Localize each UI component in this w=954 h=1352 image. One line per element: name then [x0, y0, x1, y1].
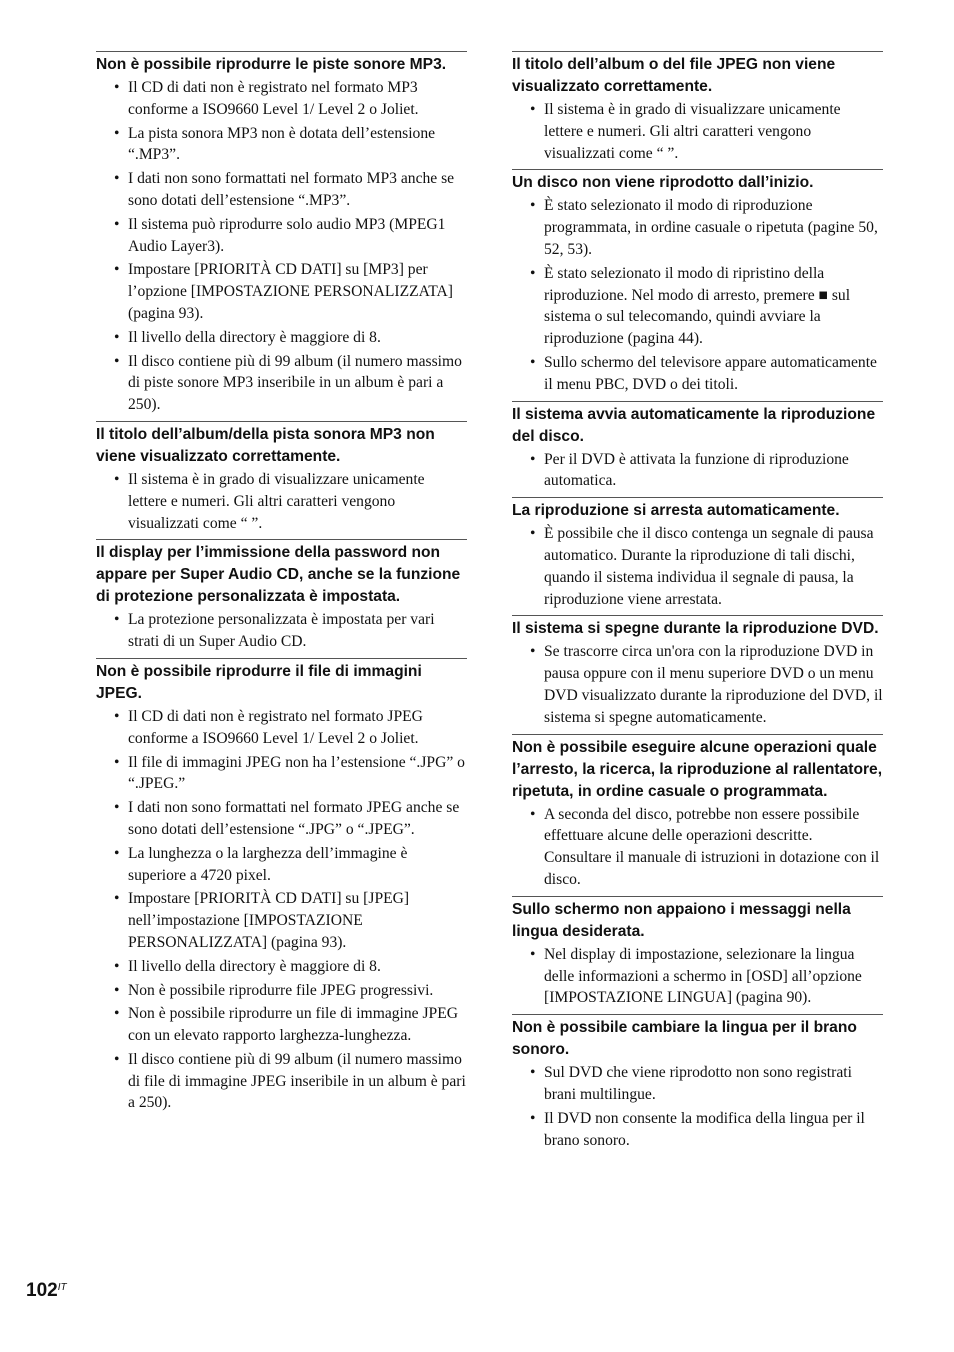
bullet-item: • Il sistema è in grado di visualizzare unicamente lettere e numeri. Gli altri caratteri vengono visualizzati come “ ”. [96, 469, 467, 534]
troubleshooting-section [512, 169, 883, 395]
bullet-list [512, 641, 883, 728]
bullet-item: • Il CD di dati non è registrato nel formato JPEG conforme a ISO9660 Level 1/ Level 2 o Joliet. [96, 706, 467, 750]
troubleshooting-section [96, 539, 467, 653]
bullet-list [96, 77, 467, 416]
section-heading: La riproduzione si arresta automaticamente. [512, 502, 840, 520]
bullet-list [96, 609, 467, 653]
page-number-value: 102 [26, 1280, 58, 1301]
bullet-item: • La pista sonora MP3 non è dotata dell’estensione “.MP3”. [96, 123, 467, 167]
section-heading: Il titolo dell’album/della pista sonora MP3 non viene visualizzato correttamente. [96, 425, 435, 465]
troubleshooting-section [512, 401, 883, 493]
bullet-item: • Nel display di impostazione, selezionare la lingua delle informazioni a schermo in [OSD] all’opzione [IMPOSTAZIONE LINGUA] (pagina 90). [512, 944, 883, 1009]
page-number [26, 1280, 67, 1302]
bullet-item: • I dati non sono formattati nel formato MP3 anche se sono dotati dell’estensione “.MP3”. [96, 168, 467, 212]
troubleshooting-section [512, 896, 883, 1009]
bullet-item: • Il livello della directory è maggiore di 8. [96, 327, 467, 349]
bullet-list [512, 523, 883, 610]
bullet-item: • Il disco contiene più di 99 album (il numero massimo di piste sonore MP3 inseribile in un album è pari a 250). [96, 351, 467, 416]
troubleshooting-section [96, 421, 467, 534]
bullet-item: • È possibile che il disco contenga un segnale di pausa automatico. Durante la riproduzione di tali dischi, quando il sistema individua il segnale di pausa, la riproduzione viene arrestata. [512, 523, 883, 610]
bullet-list [512, 1062, 883, 1151]
bullet-item: • Non è possibile riprodurre un file di immagine JPEG con un elevato rapporto larghezza-lunghezza. [96, 1003, 467, 1047]
bullet-item: • Il file di immagini JPEG non ha l’estensione “.JPG” o “.JPEG.” [96, 752, 467, 796]
bullet-item: • Non è possibile riprodurre file JPEG progressivi. [96, 980, 467, 1002]
troubleshooting-section [512, 51, 883, 164]
bullet-item: • La lunghezza o la larghezza dell’immagine è superiore a 4720 pixel. [96, 843, 467, 887]
section-heading: Il titolo dell’album o del file JPEG non viene visualizzato correttamente. [512, 56, 836, 95]
troubleshooting-section [512, 497, 883, 610]
bullet-list [512, 944, 883, 1009]
bullet-item: • Il DVD non consente la modifica della lingua per il brano sonoro. [512, 1108, 883, 1152]
bullet-list [512, 99, 883, 164]
bullet-item: • Se trascorre circa un'ora con la riproduzione DVD in pausa oppure con il menu superiore DVD o un menu DVD visualizzato durante la riproduzione del DVD, il sistema si spegne automaticamente. [512, 641, 883, 728]
bullet-item: • Il disco contiene più di 99 album (il numero massimo di file di immagine JPEG inseribile in un album è pari a 250). [96, 1049, 467, 1114]
troubleshooting-section [512, 1014, 883, 1151]
bullet-item: • Il sistema è in grado di visualizzare unicamente lettere e numeri. Gli altri caratteri vengono visualizzati come “ ”. [512, 99, 883, 164]
section-heading: Non è possibile riprodurre le piste sonore MP3. [96, 56, 447, 73]
section-heading: Il sistema si spegne durante la riproduzione DVD. [512, 620, 879, 638]
bullet-item: • I dati non sono formattati nel formato JPEG anche se sono dotati dell’estensione “.JPG” o “.JPEG”. [96, 797, 467, 841]
bullet-item: • Il CD di dati non è registrato nel formato MP3 conforme a ISO9660 Level 1/ Level 2 o Joliet. [96, 77, 467, 121]
bullet-item: • Sullo schermo del televisore appare automaticamente il menu PBC, DVD o dei titoli. [512, 352, 883, 396]
bullet-item: • È stato selezionato il modo di ripristino della riproduzione. Nel modo di arresto, premere ■ sul sistema o sul telecomando, quindi avviare la riproduzione (pagina 44). [512, 263, 883, 350]
troubleshooting-section [512, 615, 883, 728]
section-heading: Il display per l’immissione della password non appare per Super Audio CD, anche se la funzione di protezione personalizzata è impostata. [96, 544, 461, 606]
bullet-list [96, 469, 467, 534]
section-heading: Sullo schermo non appaiono i messaggi nella lingua desiderata. [512, 900, 851, 940]
left-column [96, 51, 467, 1119]
bullet-item: • Il livello della directory è maggiore di 8. [96, 956, 467, 978]
language-code: IT [57, 1282, 67, 1293]
bullet-item: • A seconda del disco, potrebbe non essere possibile effettuare alcune delle operazioni descritte. Consultare il manuale di istruzioni in dotazione con il disco. [512, 804, 883, 891]
section-heading: Non è possibile eseguire alcune operazioni quale l’arresto, la ricerca, la riproduzione al rallentatore, ripetuta, in ordine casuale o programmata. [512, 738, 883, 800]
troubleshooting-section [96, 51, 467, 416]
bullet-item: • Il sistema può riprodurre solo audio MP3 (MPEG1 Audio Layer3). [96, 214, 467, 258]
bullet-list [512, 195, 883, 395]
section-heading: Non è possibile riprodurre il file di immagini JPEG. [96, 662, 422, 702]
bullet-item: • La protezione personalizzata è impostata per vari strati di un Super Audio CD. [96, 609, 467, 653]
bullet-item: • Impostare [PRIORITÀ CD DATI] su [JPEG] nell’impostazione [IMPOSTAZIONE PERSONALIZZATA] (pagina 93). [96, 888, 467, 953]
bullet-list [512, 804, 883, 891]
section-heading: Un disco non viene riprodotto dall’inizio. [512, 174, 814, 192]
troubleshooting-section [96, 658, 467, 1114]
bullet-item: • Impostare [PRIORITÀ CD DATI] su [MP3] per l’opzione [IMPOSTAZIONE PERSONALIZZATA] (pagina 93). [96, 259, 467, 324]
troubleshooting-section [512, 734, 883, 891]
bullet-item: • Per il DVD è attivata la funzione di riproduzione automatica. [512, 449, 883, 493]
right-column [512, 51, 883, 1156]
bullet-item: • Sul DVD che viene riprodotto non sono registrati brani multilingue. [512, 1062, 883, 1106]
bullet-list [512, 449, 883, 493]
bullet-item: • È stato selezionato il modo di riproduzione programmata, in ordine casuale o ripetuta (pagine 50, 52, 53). [512, 195, 883, 260]
section-heading: Il sistema avvia automaticamente la riproduzione del disco. [512, 405, 876, 445]
bullet-list [96, 706, 467, 1114]
section-heading: Non è possibile cambiare la lingua per il brano sonoro. [512, 1019, 857, 1059]
